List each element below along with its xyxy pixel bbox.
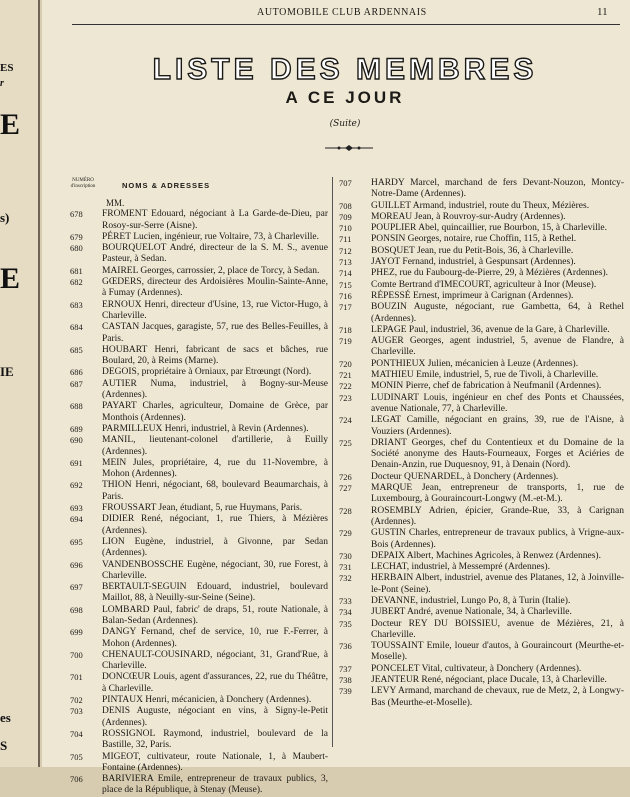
member-number: 695	[70, 536, 83, 547]
prev-fragment: es	[0, 710, 11, 725]
previous-page-edge	[0, 0, 40, 767]
member-details: PINTAUX Henri, mécanicien, à Donchery (Ardennes).	[102, 695, 312, 706]
member-number: 739	[339, 686, 352, 697]
member-number: 679	[70, 231, 83, 242]
prev-fragment: r	[0, 78, 4, 89]
member-details: GUILLET Armand, industriel, route du Theux, Mézières.	[371, 200, 590, 211]
member-details: LEVY Armand, marchand de chevaux, rue de Metz, 2, à Longwy-Bas (Meurthe-et-Moselle).	[371, 686, 624, 708]
member-details: DEVANNE, industriel, Lungo Po, 8, à Turin (Italie).	[371, 595, 571, 606]
member-number: 699	[70, 627, 83, 638]
member-entry	[70, 300, 328, 323]
member-number: 732	[339, 573, 352, 584]
member-entry	[339, 280, 624, 291]
member-details: JEANTEUR René, négociant, place Ducale, 13, à Charleville.	[371, 675, 607, 686]
running-header: AUTOMOBILE CLUB ARDENNAIS	[257, 7, 427, 18]
member-number: 711	[339, 234, 352, 245]
member-number: 707	[339, 178, 352, 188]
member-details: PÉRET Lucien, ingénieur, rue Voltaire, 73, à Charleville.	[102, 231, 320, 242]
member-number: 719	[339, 336, 352, 347]
member-number: 704	[70, 728, 83, 739]
member-number: 729	[339, 528, 352, 539]
member-entry	[70, 706, 328, 729]
member-entry	[339, 234, 624, 245]
member-entry	[339, 223, 624, 234]
member-number: 703	[70, 706, 83, 717]
member-details: HARDY Marcel, marchand de fers Devant-Nouzon, Montcy-Notre-Dame (Ardennes).	[371, 178, 624, 200]
member-details: PONTHIEUX Julien, mécanicien à Leuze (Ardennes).	[371, 358, 579, 369]
member-entry	[70, 458, 328, 481]
member-number: 692	[70, 480, 83, 491]
member-details: JAYOT Fernand, industriel, à Gespunsart (Ardennes).	[371, 257, 576, 268]
member-number: 685	[70, 344, 83, 355]
member-number: 717	[339, 302, 352, 313]
prev-fragment: ES	[0, 62, 14, 74]
page-subtitle: A CE JOUR	[285, 88, 405, 107]
member-number: 684	[70, 322, 83, 333]
member-number: 682	[70, 277, 83, 288]
member-entry	[70, 435, 328, 458]
column-header	[70, 178, 328, 198]
member-number: 731	[339, 562, 352, 573]
member-details: POUPLIER Abel, quincaillier, rue Bourbon, 15, à Charleville.	[371, 223, 608, 234]
member-entry	[339, 291, 624, 302]
member-entry	[70, 401, 328, 424]
member-number: 735	[339, 618, 352, 629]
member-entry	[339, 596, 624, 607]
member-number: 736	[339, 641, 352, 652]
member-number: 712	[339, 245, 352, 256]
member-number: 738	[339, 675, 352, 686]
mm-label: MM.	[106, 198, 125, 208]
member-details: LECHAT, industriel, à Messempré (Ardennes).	[371, 562, 550, 573]
member-details: RÉPESSÉ Ernest, imprimeur à Carignan (Ardennes).	[371, 290, 574, 301]
member-number: 722	[339, 381, 352, 392]
member-number: 688	[70, 401, 83, 412]
member-entry	[70, 232, 328, 243]
member-details: PONSIN Georges, notaire, rue Choffin, 115, à Rethel.	[371, 234, 577, 245]
member-entry	[70, 424, 328, 435]
member-details: MEIN Jules, propriétaire, 4, rue du 11-Novembre, à Mohon (Ardennes).	[102, 457, 328, 480]
member-number: 734	[339, 607, 352, 618]
member-entry	[70, 209, 328, 232]
member-entry	[339, 393, 624, 416]
member-entry	[70, 379, 328, 402]
member-number: 723	[339, 392, 352, 403]
member-details: BOUZIN Auguste, négociant, rue Gambetta, 64, à Rethel (Ardennes).	[371, 302, 624, 324]
member-number: 709	[339, 211, 352, 222]
member-number: 686	[70, 367, 83, 378]
member-details: MOREAU Jean, à Rouvroy-sur-Audry (Ardennes).	[371, 211, 566, 222]
member-details: MONIN Pierre, chef de fabrication à Neufmanil (Ardennes).	[371, 381, 602, 392]
left-column	[70, 178, 328, 797]
right-member-list	[339, 178, 624, 709]
member-entry	[339, 336, 624, 359]
member-entry	[339, 438, 624, 472]
member-entry	[339, 257, 624, 268]
member-number: 725	[339, 437, 352, 448]
right-column	[339, 178, 624, 709]
member-details: JUBERT André, avenue Nationale, 34, à Charleville.	[371, 607, 572, 618]
member-entry	[70, 367, 328, 378]
member-number: 691	[70, 457, 83, 468]
member-entry	[339, 686, 624, 709]
member-number: 728	[339, 505, 352, 516]
member-number: 678	[70, 209, 83, 220]
member-entry	[339, 268, 624, 279]
member-number: 701	[70, 672, 83, 683]
member-details: LUDINART Louis, ingénieur en chef des Ponts et Chaussées, avenue Nationale, 77, à Charleville.	[371, 392, 624, 414]
member-entry	[70, 537, 328, 560]
member-details: MANIL, lieutenant-colonel d'artillerie, à Euilly (Ardennes).	[102, 435, 328, 457]
member-number: 690	[70, 435, 83, 446]
member-entry	[70, 514, 328, 537]
member-entry	[339, 302, 624, 325]
member-details: LEGAT Camille, négociant en grains, 39, rue de l'Aisne, à Vouziers (Ardennes).	[371, 415, 624, 437]
member-entry	[339, 664, 624, 675]
member-number: 726	[339, 471, 352, 482]
prev-fragment: S	[0, 738, 8, 753]
member-entry	[70, 627, 328, 650]
column-divider	[332, 177, 333, 747]
member-number: 727	[339, 483, 352, 494]
member-entry	[339, 246, 624, 257]
member-number: 687	[70, 378, 83, 389]
member-details: DANGY Fernand, chef de service, 10, rue F.-Ferrer, à Mohon (Ardennes).	[102, 627, 328, 649]
member-number: 730	[339, 550, 352, 561]
prev-fragment: E	[0, 108, 21, 141]
prev-fragment: s)	[0, 210, 10, 225]
member-details: PONCELET Vital, cultivateur, à Donchery (Ardennes).	[371, 663, 582, 674]
member-number: 706	[70, 774, 83, 785]
member-details: MAIREL Georges, carrossier, 2, place de Torcy, à Sedan.	[102, 265, 320, 276]
member-entry	[70, 345, 328, 368]
member-entry	[339, 506, 624, 529]
member-entry	[339, 212, 624, 223]
member-entry	[70, 266, 328, 277]
member-number: 705	[70, 751, 83, 762]
member-details: LEPAGE Paul, industriel, 36, avenue de la Gare, à Charleville.	[371, 324, 610, 335]
member-entry	[70, 650, 328, 673]
member-details: DIDIER René, négociant, 1, rue Thiers, à Mézières (Ardennes).	[102, 514, 328, 536]
member-number: 721	[339, 370, 352, 381]
member-details: Docteur QUENARDEL, à Donchery (Ardennes).	[371, 471, 559, 482]
member-details: PAYART Charles, agriculteur, Domaine de Grèce, par Monthois (Ardennes).	[102, 401, 328, 423]
member-number: 683	[70, 299, 83, 310]
member-details: PHEZ, rue du Faubourg-de-Pierre, 29, à Mézières (Ardennes).	[371, 268, 608, 279]
member-number: 737	[339, 663, 352, 674]
member-details: DONCŒUR Louis, agent d'assurances, 22, rue du Théâtre, à Charleville.	[102, 672, 328, 694]
member-entry	[339, 562, 624, 573]
member-number: 714	[339, 268, 352, 279]
names-column-header: NOMS & ADRESSES	[122, 181, 211, 190]
member-entry	[70, 605, 328, 628]
ornament-divider-icon	[325, 144, 373, 152]
member-number: 697	[70, 582, 83, 593]
member-number: 696	[70, 559, 83, 570]
member-entry	[339, 483, 624, 506]
member-details: MARQUE Jean, entrepreneur de transports, 1, rue de Luxembourg, à Gouraincourt-Longwy (M.-et-M.).	[371, 483, 624, 505]
member-details: GUSTIN Charles, entrepreneur de travaux publics, à Vrigne-aux-Bois (Ardennes).	[371, 528, 624, 550]
member-number: 710	[339, 223, 352, 234]
prev-fragment: E	[0, 262, 21, 295]
page-title: LISTE DES MEMBRES	[152, 53, 538, 86]
member-details: TOUSSAINT Emile, loueur d'autos, à Gouraincourt (Meurthe-et-Moselle).	[371, 641, 624, 663]
member-details: LION Eugène, industriel, à Givonne, par Sedan (Ardennes).	[102, 536, 328, 559]
page-number: 11	[597, 6, 608, 18]
document-page	[42, 0, 630, 796]
member-entry	[339, 370, 624, 381]
member-details: ROSEMBLY Adrien, épicier, Grande-Rue, 33, à Carignan (Ardennes).	[371, 505, 624, 527]
member-entry	[339, 528, 624, 551]
member-details: Docteur REY DU BOISSIEU, avenue de Mézières, 21, à Charleville.	[371, 618, 624, 640]
member-number: 680	[70, 243, 83, 254]
member-number: 716	[339, 290, 352, 301]
member-details: CHENAULT-COUSINARD, négociant, 31, Grand'Rue, à Charleville.	[102, 649, 328, 672]
member-entry	[339, 551, 624, 562]
prev-fragment: IE	[0, 364, 14, 379]
member-details: BARIVIERA Emile, entrepreneur de travaux publics, 3, place de la République, à Stenay (Meuse).	[102, 774, 328, 796]
member-details: DRIANT Georges, chef du Contentieux et du Domaine de la Société anonyme des Hauts-Fourneaux, Forges et Aciéries de Denain-Anzin, rue Duquesnoy, 91, à Denain (Nord).	[371, 437, 624, 471]
member-details: ERNOUX Henri, directeur d'Usine, 13, rue Victor-Hugo, à Charleville.	[102, 299, 328, 321]
member-entry	[339, 675, 624, 686]
member-entry	[70, 480, 328, 503]
member-details: MATHIEU Emile, industriel, 5, rue de Tivoli, à Charleville.	[371, 370, 599, 381]
header-rule	[72, 24, 620, 25]
member-number: 681	[70, 265, 83, 276]
member-details: FROMENT Edouard, négociant à La Garde-de-Dieu, par Rosoy-sur-Serre (Aisne).	[102, 209, 328, 231]
member-details: BOSQUET Jean, rue du Petit-Bois, 36, à Charleville.	[371, 245, 574, 256]
member-details: GŒDERS, directeur des Ardoisières Moulin-Sainte-Anne, à Fumay (Ardennes).	[102, 277, 328, 299]
member-details: DEGOIS, propriétaire à Orniaux, par Etrœungt (Nord).	[102, 367, 312, 378]
member-details: DEPAIX Albert, Machines Agricoles, à Renwez (Ardennes).	[371, 550, 601, 561]
number-column-header: NUMÉRO d'inscription	[70, 178, 96, 189]
member-entry	[339, 641, 624, 664]
suite-note: (Suite)	[329, 119, 361, 129]
member-details: THION Henri, négociant, 68, boulevard Beaumarchais, à Paris.	[102, 480, 328, 502]
member-number: 720	[339, 358, 352, 369]
member-details: HERBAIN Albert, industriel, avenue des Platanes, 12, à Joinville-le-Pont (Seine).	[371, 573, 624, 595]
member-number: 715	[339, 279, 352, 290]
member-entry	[70, 503, 328, 514]
member-entry	[70, 672, 328, 695]
member-number: 708	[339, 200, 352, 211]
member-details: VANDENBOSSCHE Eugène, négociant, 30, rue Forest, à Charleville.	[102, 559, 328, 581]
member-entry	[339, 573, 624, 596]
member-entry	[339, 201, 624, 212]
member-details: BERTAULT-SEGUIN Edouard, industriel, boulevard Maillot, 88, à Neuilly-sur-Seine (Seine).	[102, 582, 328, 604]
member-details: HOUBART Henri, fabricant de sacs et bâches, rue Boulard, 20, à Reims (Marne).	[102, 344, 328, 367]
member-details: CASTAN Jacques, garagiste, 57, rue des Belles-Feuilles, à Paris.	[102, 322, 328, 344]
member-number: 694	[70, 514, 83, 525]
member-entry	[339, 325, 624, 336]
member-entry	[70, 243, 328, 266]
member-number: 713	[339, 257, 352, 268]
member-details: AUTIER Numa, industriel, à Bogny-sur-Meuse (Ardennes).	[102, 378, 328, 401]
member-details: BOURQUELOT André, directeur de la S. M. S., avenue Pasteur, à Sedan.	[102, 243, 328, 265]
member-details: DENIS Auguste, négociant en vins, à Signy-le-Petit (Ardennes).	[102, 706, 328, 728]
member-number: 689	[70, 423, 83, 434]
member-entry	[70, 774, 328, 797]
member-details: ROSSIGNOL Raymond, industriel, boulevard de la Bastille, 32, Paris.	[102, 728, 328, 751]
member-entry	[339, 359, 624, 370]
member-details: Comte Bertrand d'IMECOURT, agriculteur à Inor (Meuse).	[371, 279, 597, 290]
member-entry	[339, 472, 624, 483]
member-number: 724	[339, 415, 352, 426]
member-entry	[339, 381, 624, 392]
member-entry	[339, 178, 624, 201]
member-entry	[70, 560, 328, 583]
member-number: 693	[70, 503, 83, 514]
member-entry	[70, 277, 328, 300]
member-entry	[339, 619, 624, 642]
member-entry	[339, 607, 624, 618]
member-entry	[70, 695, 328, 706]
member-details: AUGER Georges, agent industriel, 5, avenue de Flandre, à Charleville.	[371, 336, 624, 358]
member-details: PARMILLEUX Henri, industriel, à Revin (Ardennes).	[102, 423, 309, 434]
member-entry	[70, 582, 328, 605]
member-entry	[70, 752, 328, 775]
member-number: 698	[70, 604, 83, 615]
member-number: 702	[70, 695, 83, 706]
member-details: LOMBARD Paul, fabric' de draps, 51, route Nationale, à Balan-Sedan (Ardennes).	[102, 604, 328, 626]
member-details: MIGEOT, cultivateur, route Nationale, 1, à Maubert-Fontaine (Ardennes).	[102, 751, 328, 773]
member-entry	[70, 322, 328, 345]
member-number: 718	[339, 324, 352, 335]
member-entry	[339, 415, 624, 438]
member-details: FROUSSART Jean, étudiant, 5, rue Huymans, Paris.	[102, 503, 303, 514]
left-member-list	[70, 209, 328, 796]
member-number: 700	[70, 649, 83, 660]
member-number: 733	[339, 595, 352, 606]
member-entry	[70, 729, 328, 752]
